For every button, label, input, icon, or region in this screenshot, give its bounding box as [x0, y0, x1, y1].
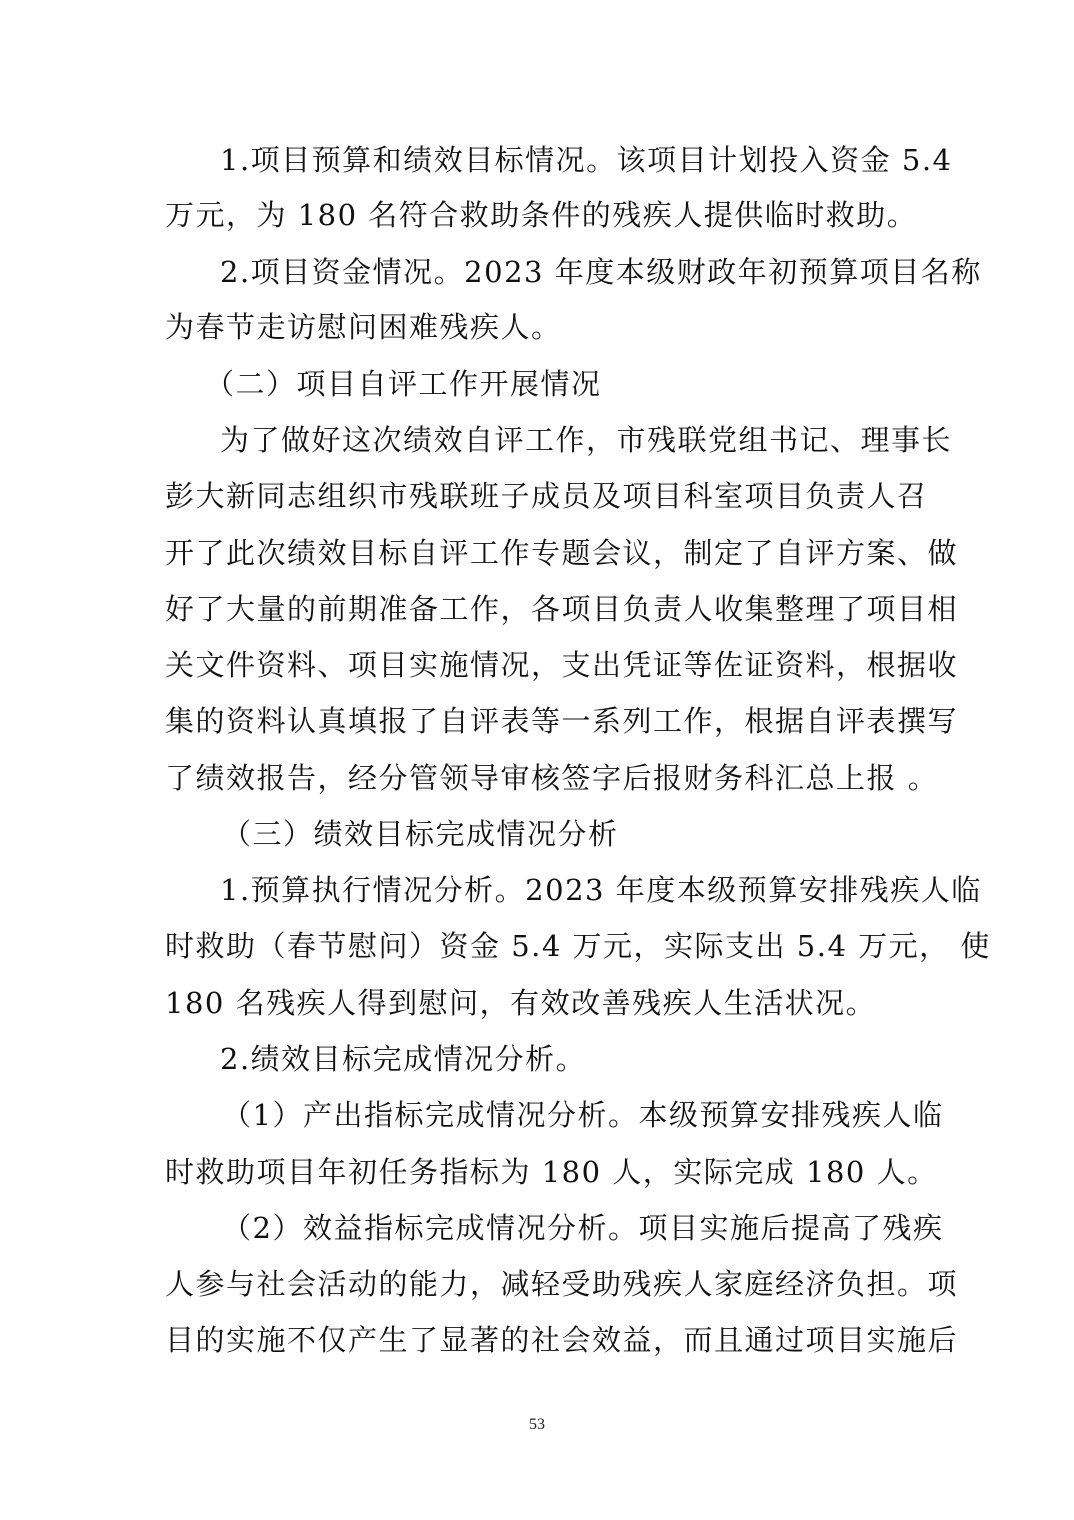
paragraph-line: 人参与社会活动的能力，减轻受助残疾人家庭经济负担。项 — [165, 1267, 959, 1301]
paragraph-line: 目的实施不仅产生了显著的社会效益，而且通过项目实施后 — [165, 1323, 959, 1357]
paragraph-line: 1.项目预算和绩效目标情况。该项目计划投入资金 5.4 — [220, 143, 953, 177]
paragraph-line: 2.项目资金情况。2023 年度本级财政年初预算项目名称 — [220, 255, 982, 289]
paragraph-line: 1.预算执行情况分析。2023 年度本级预算安排残疾人临 — [220, 873, 982, 907]
paragraph-line: 为了做好这次绩效自评工作，市残联党组书记、理事长 — [220, 423, 953, 457]
paragraph-line: 了绩效报告，经分管领导审核签字后报财务科汇总上报 。 — [165, 761, 939, 795]
paragraph-line: 开了此次绩效目标自评工作专题会议，制定了自评方案、做 — [165, 536, 959, 570]
paragraph-line: 万元，为 180 名符合救助条件的残疾人提供临时救助。 — [165, 198, 918, 232]
paragraph-line: 好了大量的前期准备工作，各项目负责人收集整理了项目相 — [165, 592, 959, 626]
paragraph-line: 时救助项目年初任务指标为 180 人，实际完成 180 人。 — [165, 1155, 938, 1189]
section-heading: （二）项目自评工作开展情况 — [205, 367, 602, 401]
paragraph-line: 180 名残疾人得到慰问，有效改善残疾人生活状况。 — [165, 986, 877, 1020]
page-number: 53 — [529, 1416, 545, 1433]
section-heading: （三）绩效目标完成情况分析 — [222, 817, 619, 851]
paragraph-line: （1）产出指标完成情况分析。本级预算安排残疾人临 — [222, 1098, 944, 1132]
paragraph-line: 2.绩效目标完成情况分析。 — [220, 1042, 587, 1076]
paragraph-line: 集的资料认真填报了自评表等一系列工作，根据自评表撰写 — [165, 704, 959, 738]
paragraph-line: （2）效益指标完成情况分析。项目实施后提高了残疾 — [222, 1211, 944, 1245]
paragraph-line: 彭大新同志组织市残联班子成员及项目科室项目负责人召 — [165, 479, 928, 513]
paragraph-line: 为春节走访慰问困难残疾人。 — [165, 310, 562, 344]
paragraph-line: 时救助（春节慰问）资金 5.4 万元，实际支出 5.4 万元， 使 — [165, 929, 991, 963]
paragraph-line: 关文件资料、项目实施情况，支出凭证等佐证资料，根据收 — [165, 648, 959, 682]
